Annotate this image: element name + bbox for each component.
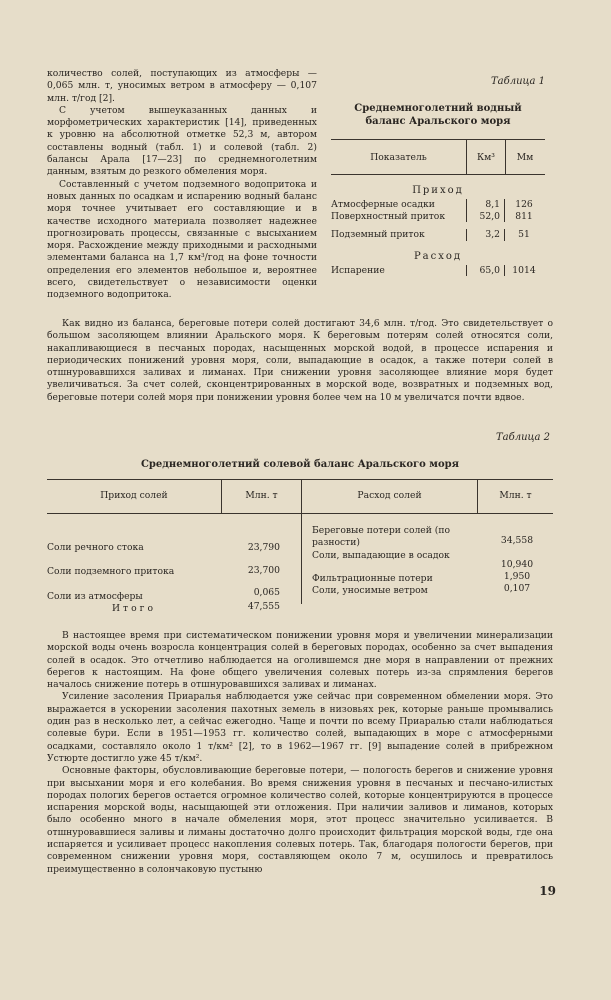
table-title-line: Среднемноголетний водный xyxy=(354,103,522,114)
cell-value: 3,2 xyxy=(466,229,504,241)
paragraph: Усиление засоления Приаралья наблюдается уже сейчас при современном обмелении моря. Это выражается в ускорении засоления пахотных земель в низовьях рек, которые раньше промывались один раз в несколько лет, а сейчас ежегодно. Чаще и почти по всему Приаралью стали наблюдаться солевые бури. Если в 1951—1953 гг. количество солей, выпадающих в море с атмосферными осадками, составляло около 1 т/км² [2], то в 1962—1967 гг. [9] выпадение солей в прибрежном Устюрте достигло уже 45 т/км². xyxy=(47,691,553,764)
row-label: Соли подземного притока xyxy=(47,566,175,577)
table-header xyxy=(331,139,545,175)
column-header: Км³ xyxy=(466,140,505,174)
left-text-column xyxy=(47,68,317,302)
row-label: Соли речного стока xyxy=(47,542,144,553)
table-title: Среднемноголетний солевой баланс Аральского моря xyxy=(140,459,460,470)
table-title-line: баланс Аральского моря xyxy=(365,116,511,127)
table-row xyxy=(331,229,545,241)
cell-value: 0,065 xyxy=(253,587,280,598)
column-header: Млн. т xyxy=(499,490,532,501)
table-number: Таблица 2 xyxy=(495,432,550,443)
row-label: Соли из атмосферы xyxy=(47,591,143,602)
paragraph: Составленный с учетом подземного водопритока и новых данных по осадкам и испарению водный баланс моря точнее учитывает его составляющие и в качестве исходного материала позволяет надежнее прогнозировать процессы, связанные с высыханием моря. Расхождение между приходными и расходными элементами баланса на 1,7 км³/год на фоне точности определения его элементов небольшое и, вероятнее всего, свидетельствует о независимости оценки подземного водопритока. xyxy=(47,178,317,301)
table-row xyxy=(331,199,545,211)
bottom-text xyxy=(47,630,553,876)
row-label: Испарение xyxy=(331,264,385,276)
cell-value: 34,558 xyxy=(500,535,534,546)
paragraph: Основные факторы, обусловливающие береговые потери, — пологость берегов и снижение уровня при высыхании моря и его колебания. Во время снижения уровня в песчаных и песчано-илистых породах пологих берегов остается огромное количество солей, которые концентрируются в процессе испарения морской воды, насыщающей эти отложения. При наличии заливов и лиманов, которых было особенно много в начале обмеления моря, этот процесс значительно усиливается. В отшнуровавшиеся заливы и лиманы достаточно долго происходит фильтрация морской воды, где она испаряется и усиливает процесс накопления солевых потерь. Так, благодаря пологости берегов, при современном снижении уровня моря, составляющем около 7 м, осушилось и превратилось преимущественно в солончаковую пустыню xyxy=(47,765,553,875)
section-label: Расход xyxy=(413,250,463,262)
table-header xyxy=(47,479,553,514)
paragraph: количество солей, поступающих из атмосферы — 0,065 млн. т, уносимых ветром в атмосферу — 0,107 млн. т/год [2]. xyxy=(47,68,317,104)
row-label: Соли, уносимые ветром xyxy=(312,585,428,596)
cell-value: 0,107 xyxy=(503,583,531,594)
paragraph: Как видно из баланса, береговые потери солей достигают 34,6 млн. т/год. Это свидетельствует о большом засоляющем влиянии Аральского моря. К береговым потерям солей относятся соли, накапливающиеся в песчаных породах, насыщенных морской водой, в процессе испарения и периодических понижений уровня моря, соли, выпадающие в осадок, а также потери солей в отшнуровавшихся заливах и лиманах. При снижении уровня засоляющее влияние моря будет увеличиваться. За счет солей, сконцентрированных в морской воде, возвратных и подземных вод, береговые потери солей моря при понижении уровня более чем на 10 м увеличатся почти вдвое. xyxy=(47,318,553,403)
total-label: Итого xyxy=(112,603,156,614)
cell-value: 1014 xyxy=(504,265,543,277)
row-label: Атмосферные осадки xyxy=(331,199,435,210)
table-row xyxy=(331,265,545,277)
cell-value: 23,790 xyxy=(247,542,280,553)
paragraph: С учетом вышеуказанных данных и морфометрических характеристик [14], приведенных к уровню на абсолютной отметке 52,3 м, автором составлены водный (табл. 1) и солевой (табл. 2) балансы Арала [17—23] по среднемноголетним данным, взятым до резкого обмеления моря. xyxy=(47,104,317,178)
table-1 xyxy=(331,76,545,276)
section-label: Приход xyxy=(412,185,464,196)
cell-value: 51 xyxy=(504,229,543,241)
column-header: Мм xyxy=(505,140,544,174)
column-header: Млн. т xyxy=(245,490,278,501)
page-number: 19 xyxy=(539,884,556,898)
paragraph: В настоящее время при систематическом понижении уровня моря и увеличении минерализации морской воды очень возросла концентрация солей в береговых породах, особенно за счет выпадения солей в осадок. Это отчетливо наблюдается на оголившемся дне моря в направлении от прежних берегов к настоящим. На фоне общего увеличения солевых потерь из-за спрямления берегов началось снижение потерь в отшнуровавшихся заливах и лиманах. xyxy=(47,630,553,691)
table-number: Таблица 1 xyxy=(490,76,545,87)
row-label: Фильтрационные потери xyxy=(312,573,433,584)
cell-value: 811 xyxy=(504,211,543,223)
total-value: 47,555 xyxy=(247,601,280,612)
table-row xyxy=(331,211,545,223)
cell-value: 10,940 xyxy=(500,559,534,570)
cell-value: 1,950 xyxy=(503,571,531,582)
mid-paragraph xyxy=(47,318,553,404)
row-label: Береговые потери солей (по разности) xyxy=(312,525,451,548)
column-header: Расход солей xyxy=(357,490,422,501)
cell-value: 23,700 xyxy=(247,565,280,576)
column-header: Приход солей xyxy=(100,490,168,501)
cell-value: 65,0 xyxy=(466,265,504,277)
cell-value: 8,1 xyxy=(466,199,504,211)
cell-value: 126 xyxy=(504,199,543,211)
column-header: Показатель xyxy=(370,151,427,163)
cell-value: 52,0 xyxy=(466,211,504,223)
row-label: Соли, выпадающие в осадок xyxy=(312,550,450,561)
row-label: Поверхностный приток xyxy=(331,210,446,222)
row-label: Подземный приток xyxy=(331,229,425,240)
table-title xyxy=(331,102,545,128)
